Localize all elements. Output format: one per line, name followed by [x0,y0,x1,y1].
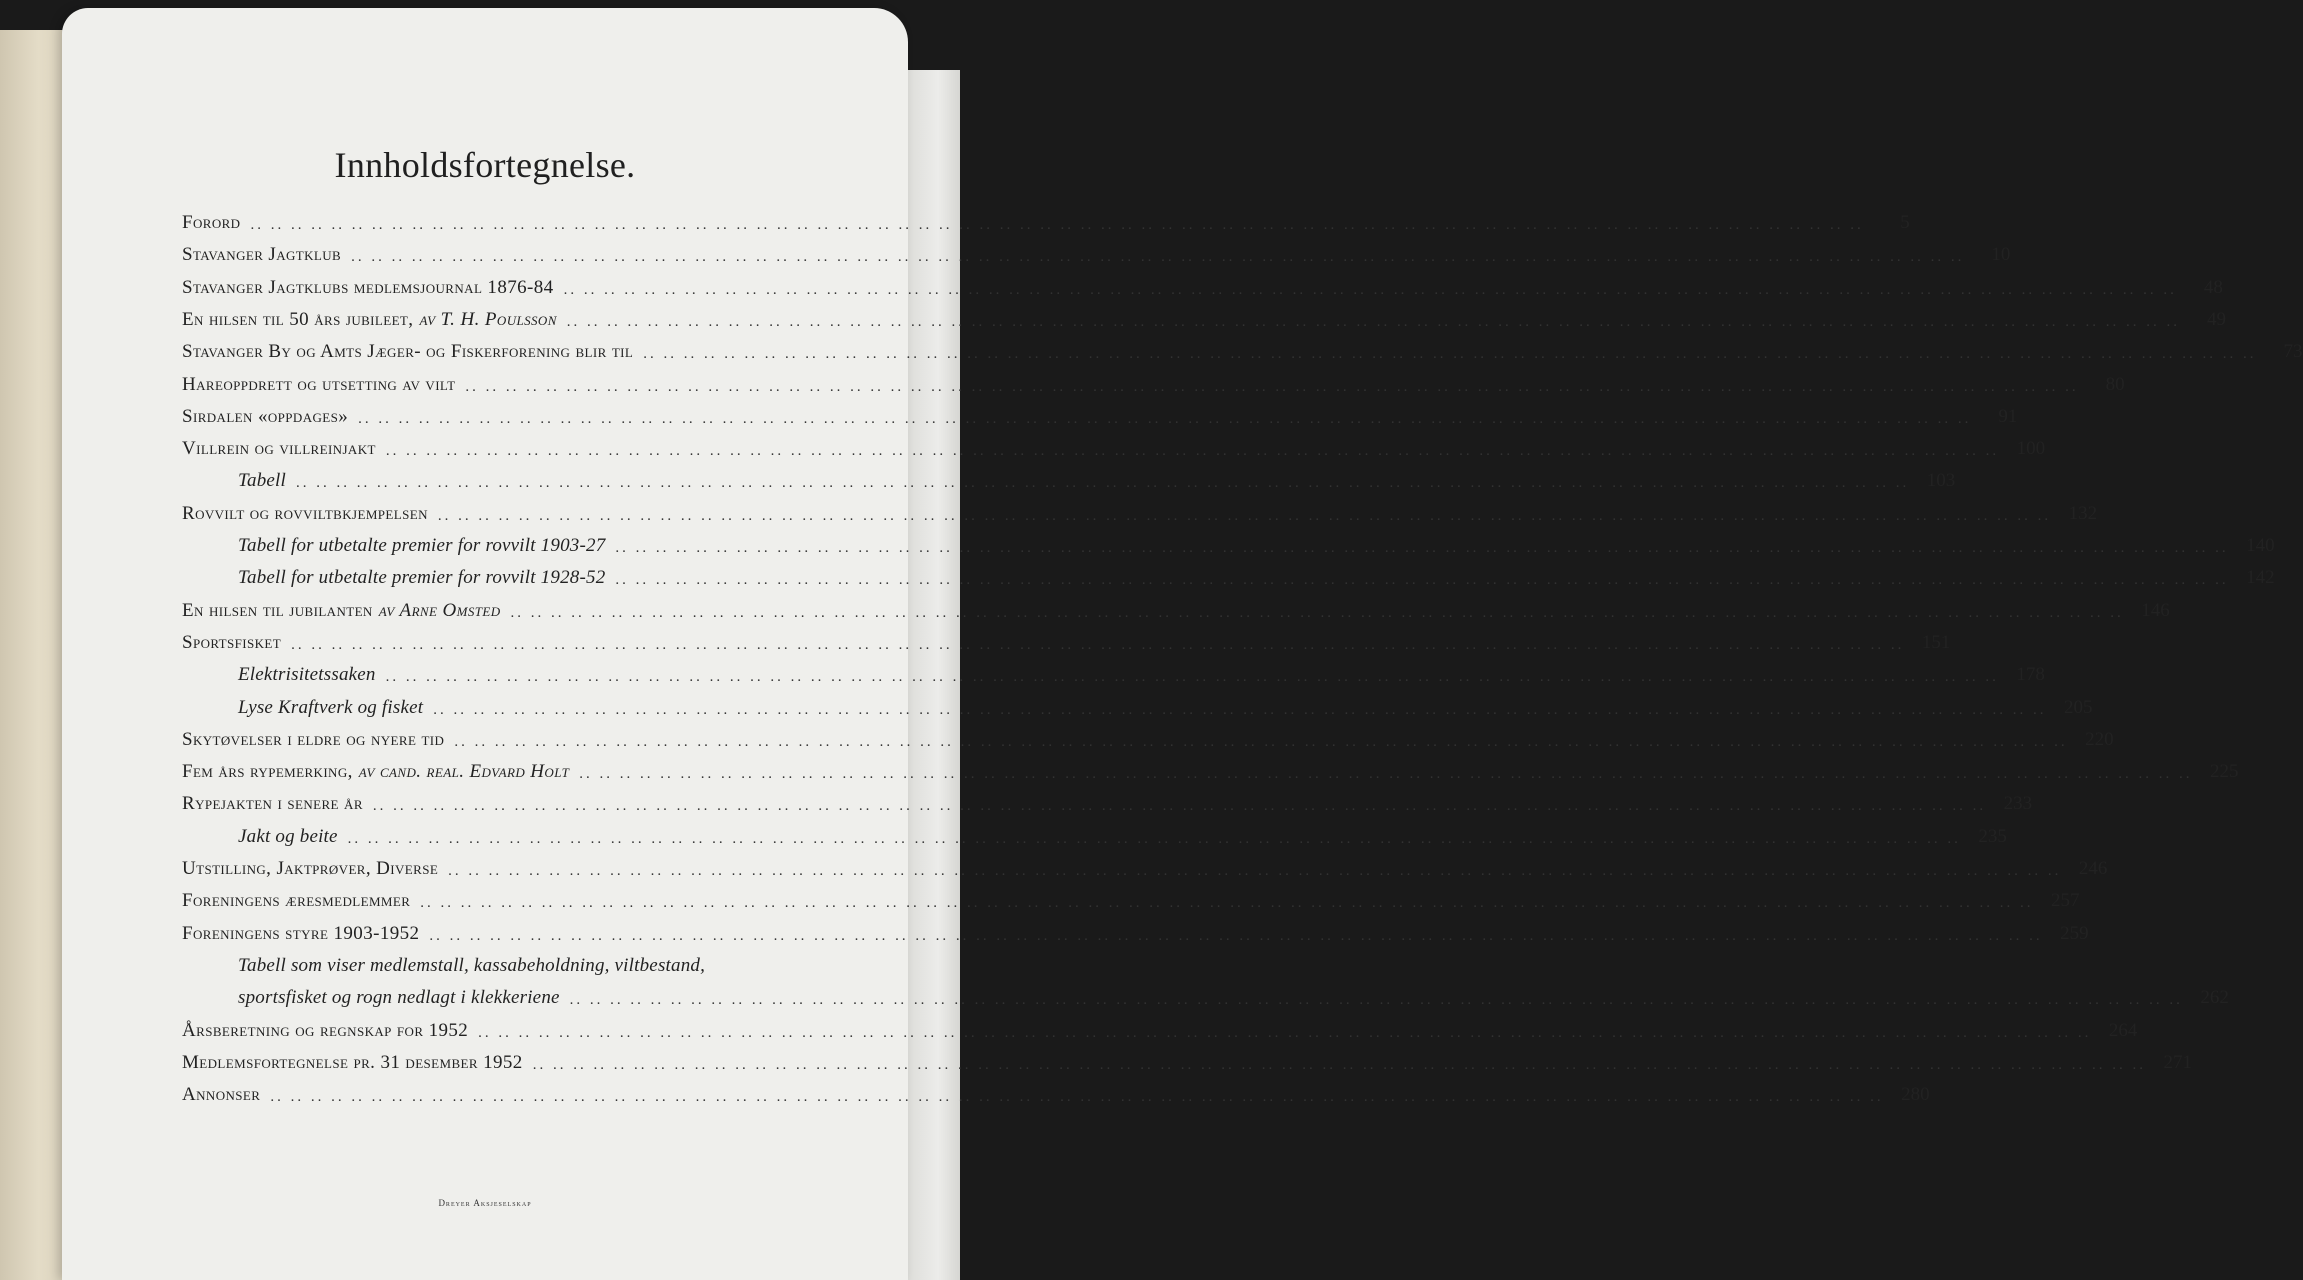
toc-entry-label: Sirdalen «oppdages» [182,405,349,427]
dot-leader: .. .. .. .. .. .. .. .. .. .. .. .. .. .. .. .. .. .. .. .. .. .. .. .. .. .. .. .. .. .. .. .. .. .. .. .. .. .. .. .. .. .. .. .. .. .. .. .. .. .. .. .. .. .. .. .. .. .. .. .. .. .. .. .. .. .. .. .. .. .. .. .. .. .. .. .. .. .. .. .. [437,507,2052,524]
dot-leader: .. .. .. .. .. .. .. .. .. .. .. .. .. .. .. .. .. .. .. .. .. .. .. .. .. .. .. .. .. .. .. .. .. .. .. .. .. .. .. .. .. .. .. .. .. .. .. .. .. .. .. .. .. .. .. .. .. .. .. .. .. .. .. .. .. .. .. .. .. .. .. .. .. .. .. .. .. .. .. .. [465,378,2079,395]
toc-entry [182,1044,2192,1074]
toc-entry [238,689,2093,719]
dot-leader: .. .. .. .. .. .. .. .. .. .. .. .. .. .. .. .. .. .. .. .. .. .. .. .. .. .. .. .. .. .. .. .. .. .. .. .. .. .. .. .. .. .. .. .. .. .. .. .. .. .. .. .. .. .. .. .. .. .. .. .. .. .. .. .. .. .. .. .. .. .. .. .. .. .. .. .. .. .. .. .. [385,443,2000,460]
toc-entry [182,785,2033,815]
dot-leader: .. .. .. .. .. .. .. .. .. .. .. .. .. .. .. .. .. .. .. .. .. .. .. .. .. .. .. .. .. .. .. .. .. .. .. .. .. .. .. .. .. .. .. .. .. .. .. .. .. .. .. .. .. .. .. .. .. .. .. .. .. .. .. .. .. .. .. .. .. .. .. .. .. .. .. .. .. .. .. .. [347,830,1961,847]
back-cover-edge [0,30,70,1280]
toc-entry [182,882,2080,912]
toc-entry [182,850,2108,880]
toc-entry-label: Rovvilt og rovviltbkjempelsen [182,502,428,524]
dot-leader: .. .. .. .. .. .. .. .. .. .. .. .. .. .. .. .. .. .. .. .. .. .. .. .. .. .. .. .. .. .. .. .. .. .. .. .. .. .. .. .. .. .. .. .. .. .. .. .. .. .. .. .. .. .. .. .. .. .. .. .. .. .. .. .. .. .. .. .. .. .. .. .. .. .. .. .. .. .. .. .. [250,217,1864,233]
dot-leader: .. .. .. .. .. .. .. .. .. .. .. .. .. .. .. .. .. .. .. .. .. .. .. .. .. .. .. .. .. .. .. .. .. .. .. .. .. .. .. .. .. .. .. .. .. .. .. .. .. .. .. .. .. .. .. .. .. .. .. .. .. .. .. .. .. .. .. .. .. .. .. .. .. .. .. .. .. .. .. .. [569,992,2183,1009]
toc-page-number: 262 [2200,987,2229,1009]
dot-leader: .. .. .. .. .. .. .. .. .. .. .. .. .. .. .. .. .. .. .. .. .. .. .. .. .. .. .. .. .. .. .. .. .. .. .. .. .. .. .. .. .. .. .. .. .. .. .. .. .. .. .. .. .. .. .. .. .. .. .. .. .. .. .. .. .. .. .. .. .. .. .. .. .. .. .. .. .. .. .. .. [510,604,2124,621]
toc-entry-label: Lyse Kraftverk og fisket [238,696,424,718]
toc-entry-label: Sportsfisket [182,631,282,653]
dot-leader: .. .. .. .. .. .. .. .. .. .. .. .. .. .. .. .. .. .. .. .. .. .. .. .. .. .. .. .. .. .. .. .. .. .. .. .. .. .. .. .. .. .. .. .. .. .. .. .. .. .. .. .. .. .. .. .. .. .. .. .. .. .. .. .. .. .. .. .. .. .. .. .. .. .. .. .. .. .. .. .. [615,572,2229,589]
toc-entry-label: Utstilling, Jaktprøver, Diverse [182,858,439,879]
printer-footer: Dreyer Aksjeselskap [438,1198,532,1208]
dot-leader: .. .. .. .. .. .. .. .. .. .. .. .. .. .. .. .. .. .. .. .. .. .. .. .. .. .. .. .. .. .. .. .. .. .. .. .. .. .. .. .. .. .. .. .. .. .. .. .. .. .. .. .. .. .. .. .. .. .. .. .. .. .. .. .. .. .. .. .. .. .. .. .. .. .. .. .. .. .. .. .. [448,863,2062,879]
dot-leader: .. .. .. .. .. .. .. .. .. .. .. .. .. .. .. .. .. .. .. .. .. .. .. .. .. .. .. .. .. .. .. .. .. .. .. .. .. .. .. .. .. .. .. .. .. .. .. .. .. .. .. .. .. .. .. .. .. .. .. .. .. .. .. .. .. .. .. .. .. .. .. .. .. .. .. .. .. .. .. .. [429,927,2043,944]
toc-page-number: 151 [1921,631,1951,653]
toc-entry [238,527,2275,557]
toc-entry [182,301,2227,331]
toc-entry-label: Villrein og villreinjakt [182,438,376,460]
toc-page-number: 91 [1998,405,2018,427]
toc-entry [182,398,2018,428]
toc-page-number: 73 [2283,341,2303,363]
toc-entry [238,947,892,977]
toc-entry-label: Fem års rypemerking, [182,761,353,783]
toc-entry [182,269,2223,299]
toc-entry-label: Forord [182,212,241,233]
toc-entry [182,721,2114,751]
toc-page-number: 205 [2063,696,2093,718]
toc-entry [238,656,2045,686]
toc-entry [182,366,2125,396]
toc-page-number: 264 [2108,1019,2138,1041]
dot-leader: .. .. .. .. .. .. .. .. .. .. .. .. .. .. .. .. .. .. .. .. .. .. .. .. .. .. .. .. .. .. .. .. .. .. .. .. .. .. .. .. .. .. .. .. .. .. .. .. .. .. .. .. .. .. .. .. .. .. .. .. .. .. .. .. .. .. .. .. .. .. .. .. .. .. .. .. .. .. .. .. [372,798,1987,815]
toc-entry-label: Medlemsfortegnelse pr. 31 desember 1952 [182,1051,523,1073]
toc-page-number: 246 [2078,858,2108,879]
toc-page-number: 146 [2141,599,2170,621]
toc-entry [238,462,1956,492]
toc-entry [238,818,2007,848]
toc-entry [238,559,2275,589]
toc-entry [238,979,2229,1009]
dot-leader: .. .. .. .. .. .. .. .. .. .. .. .. .. .. .. .. .. .. .. .. .. .. .. .. .. .. .. .. .. .. .. .. .. .. .. .. .. .. .. .. .. .. .. .. .. .. .. .. .. .. .. .. .. .. .. .. .. .. .. .. .. .. .. .. .. .. .. .. .. .. .. .. .. .. .. .. .. .. .. .. [478,1024,2092,1041]
toc-page-number: 100 [2016,438,2046,460]
toc-entry-label: Annonser [182,1084,261,1106]
toc-page-number: 271 [2163,1051,2192,1073]
dot-leader: .. .. .. .. .. .. .. .. .. .. .. .. .. .. .. .. .. .. .. .. .. .. .. .. .. .. .. .. .. .. .. .. .. .. .. .. .. .. .. .. .. .. .. .. .. .. .. .. .. .. .. .. .. .. .. .. .. .. .. .. .. .. .. .. .. .. .. .. .. .. .. .. .. .. .. .. .. .. .. .. [270,1089,1884,1106]
toc-entry-label: En hilsen til 50 års jubileet, [182,308,414,330]
toc-entry-author: av Arne Omsted [378,599,501,621]
toc-page-number: 280 [1901,1084,1930,1106]
dot-leader: .. .. .. .. .. .. .. .. .. .. .. .. .. .. .. .. .. .. .. .. .. .. .. .. .. .. .. .. .. .. .. .. .. .. .. .. .. .. .. .. .. .. .. .. .. .. .. .. .. .. .. .. .. .. .. .. .. .. .. .. .. .. .. .. .. .. .. .. .. .. .. .. .. .. .. .. .. .. .. .. [385,669,1999,686]
dot-leader: .. .. .. .. .. .. .. .. .. .. .. .. .. .. .. .. .. .. .. .. .. .. .. .. .. .. .. .. .. .. .. .. .. .. .. .. .. .. .. .. .. .. .. .. .. .. .. .. .. .. .. .. .. .. .. .. .. .. .. .. .. .. .. .. .. .. .. .. .. .. .. .. .. .. .. .. .. .. .. .. [358,410,1972,427]
toc-page-number: 140 [2246,535,2275,556]
toc-entry-label: Elektrisitetssaken [238,664,376,686]
dot-leader: .. .. .. .. .. .. .. .. .. .. .. .. .. .. .. .. .. .. .. .. .. .. .. .. .. .. .. .. .. .. .. .. .. .. .. .. .. .. .. .. .. .. .. .. .. .. .. .. .. .. .. .. .. .. .. .. .. .. .. .. .. .. .. .. .. .. .. .. .. .. .. .. .. .. .. .. .. .. .. .. [532,1056,2146,1073]
toc-page-number: 259 [2060,922,2089,944]
toc-entry [182,236,2011,266]
toc-entry [182,430,2046,460]
toc-page-number: 132 [2068,502,2098,524]
toc-entry-author: av T. H. Poulsson [419,308,557,330]
toc-entry [182,753,2239,783]
toc-entry-label: Foreningens styre 1903-1952 [182,922,420,944]
toc-page-number: 142 [2246,567,2275,589]
dot-leader: .. .. .. .. .. .. .. .. .. .. .. .. .. .. .. .. .. .. .. .. .. .. .. .. .. .. .. .. .. .. .. .. .. .. .. .. .. .. .. .. .. .. .. .. .. .. .. .. .. .. .. .. .. .. .. .. .. .. .. .. .. .. .. .. .. .. .. .. .. .. .. .. .. .. .. .. .. .. .. .. [351,249,1965,266]
dot-leader: .. .. .. .. .. .. .. .. .. .. .. .. .. .. .. .. .. .. .. .. .. .. .. .. .. .. .. .. .. .. .. .. .. .. .. .. .. .. .. .. .. .. .. .. .. .. .. .. .. .. .. .. .. .. .. .. .. .. .. .. .. .. .. .. .. .. .. .. .. .. .. .. .. .. .. .. .. .. .. .. [296,475,1910,492]
dot-leader: .. .. .. .. .. .. .. .. .. .. .. .. .. .. .. .. .. .. .. .. .. .. .. .. .. .. .. .. .. .. .. .. .. .. .. .. .. .. .. .. .. .. .. .. .. .. .. .. .. .. .. .. .. .. .. .. .. .. .. .. .. .. .. .. .. .. .. .. .. .. .. .. .. .. .. .. .. .. .. .. [615,540,2229,556]
toc-page-number: 233 [2003,793,2033,815]
toc-entry [182,333,2303,363]
toc-page-number: 103 [1926,470,1956,492]
toc-entry-label: Jakt og beite [238,825,338,847]
dot-leader: .. .. .. .. .. .. .. .. .. .. .. .. .. .. .. .. .. .. .. .. .. .. .. .. .. .. .. .. .. .. .. .. .. .. .. .. .. .. .. .. .. .. .. .. .. .. .. .. .. .. .. .. .. .. .. .. .. .. .. .. .. .. .. .. .. .. .. .. .. .. .. .. .. .. .. .. .. .. .. .. [579,766,2193,783]
toc-page-number: 235 [1978,825,2007,847]
toc-entry-label: En hilsen til jubilanten [182,599,373,621]
toc-entry-label: Stavanger By og Amts Jæger- og Fiskerforening blir til [182,341,634,363]
dot-leader: .. .. .. .. .. .. .. .. .. .. .. .. .. .. .. .. .. .. .. .. .. .. .. .. .. .. .. .. .. .. .. .. .. .. .. .. .. .. .. .. .. .. .. .. .. .. .. .. .. .. .. .. .. .. .. .. .. .. .. .. .. .. .. .. .. .. .. .. .. .. .. .. .. .. .. .. .. .. .. .. [566,313,2181,330]
toc-entry-label: Hareoppdrett og utsetting av vilt [182,373,456,395]
toc-entry-author: av cand. real. Edvard Holt [358,761,570,783]
table-of-contents [62,8,2303,1280]
dot-leader: .. .. .. .. .. .. .. .. .. .. .. .. .. .. .. .. .. .. .. .. .. .. .. .. .. .. .. .. .. .. .. .. .. .. .. .. .. .. .. .. .. .. .. .. .. .. .. .. .. .. .. .. .. .. .. .. .. .. .. .. .. .. .. .. .. .. .. .. .. .. .. .. .. .. .. .. .. .. .. .. [433,701,2047,718]
toc-entry [182,1012,2138,1042]
toc-page-number: 225 [2209,761,2239,783]
toc-entry-label: Skytøvelser i eldre og nyere tid [182,728,445,750]
book-page [62,8,2303,1280]
toc-entry-label: Tabell som viser medlemstall, kassabeholdning, viltbestand, [238,954,706,976]
toc-entry [182,592,2170,622]
toc-page-number: 48 [2203,276,2223,298]
dot-leader: .. .. .. .. .. .. .. .. .. .. .. .. .. .. .. .. .. .. .. .. .. .. .. .. .. .. .. .. .. .. .. .. .. .. .. .. .. .. .. .. .. .. .. .. .. .. .. .. .. .. .. .. .. .. .. .. .. .. .. .. .. .. .. .. .. .. .. .. .. .. .. .. .. .. .. .. .. .. .. .. [563,281,2177,298]
toc-entry-label: Rypejakten i senere år [182,793,363,815]
toc-entry [182,915,2089,945]
toc-page-number: 257 [2051,890,2080,912]
toc-entry-label: Stavanger Jagtklubs medlemsjournal 1876-84 [182,276,554,298]
dot-leader: .. .. .. .. .. .. .. .. .. .. .. .. .. .. .. .. .. .. .. .. .. .. .. .. .. .. .. .. .. .. .. .. .. .. .. .. .. .. .. .. .. .. .. .. .. .. .. .. .. .. .. .. .. .. .. .. .. .. .. .. .. .. .. .. .. .. .. .. .. .. .. .. .. .. .. .. .. .. .. .. [643,346,2257,363]
toc-entry-label: Tabell for utbetalte premier for rovvilt 1928-52 [238,567,606,589]
toc-entry [182,1076,1930,1106]
toc-entry-label: Stavanger Jagtklub [182,244,342,266]
toc-entry-label: sportsfisket og rogn nedlagt i klekkeriene [238,987,560,1009]
page-title: Innholdsfortegnelse. [334,145,636,185]
dot-leader: .. .. .. .. .. .. .. .. .. .. .. .. .. .. .. .. .. .. .. .. .. .. .. .. .. .. .. .. .. .. .. .. .. .. .. .. .. .. .. .. .. .. .. .. .. .. .. .. .. .. .. .. .. .. .. .. .. .. .. .. .. .. .. .. .. .. .. .. .. .. .. .. .. .. .. .. .. .. .. .. [454,733,2068,750]
toc-page-number: 5 [1900,212,1910,233]
toc-entry [182,204,1910,234]
dot-leader: .. .. .. .. .. .. .. .. .. .. .. .. .. .. .. .. .. .. .. .. .. .. .. .. .. .. .. .. .. .. .. .. .. .. .. .. .. .. .. .. .. .. .. .. .. .. .. .. .. .. .. .. .. .. .. .. .. .. .. .. .. .. .. .. .. .. .. .. .. .. .. .. .. .. .. .. .. .. .. .. [420,895,2034,912]
toc-page-number: 220 [2085,728,2114,750]
toc-page-number: 178 [2016,664,2045,686]
toc-entry-label: Årsberetning og regnskap for 1952 [182,1019,469,1041]
toc-entry [182,495,2098,525]
toc-entry-label: Foreningens æresmedlemmer [182,890,411,912]
toc-page-number: 49 [2207,308,2227,330]
toc-page-number: 10 [1991,244,2011,266]
toc-entry [182,624,1951,654]
toc-page-number: 80 [2105,373,2125,395]
dot-leader: .. .. .. .. .. .. .. .. .. .. .. .. .. .. .. .. .. .. .. .. .. .. .. .. .. .. .. .. .. .. .. .. .. .. .. .. .. .. .. .. .. .. .. .. .. .. .. .. .. .. .. .. .. .. .. .. .. .. .. .. .. .. .. .. .. .. .. .. .. .. .. .. .. .. .. .. .. .. .. .. [291,636,1905,653]
toc-entry-label: Tabell for utbetalte premier for rovvilt 1903-27 [238,535,606,556]
toc-entry-label: Tabell [238,470,287,492]
